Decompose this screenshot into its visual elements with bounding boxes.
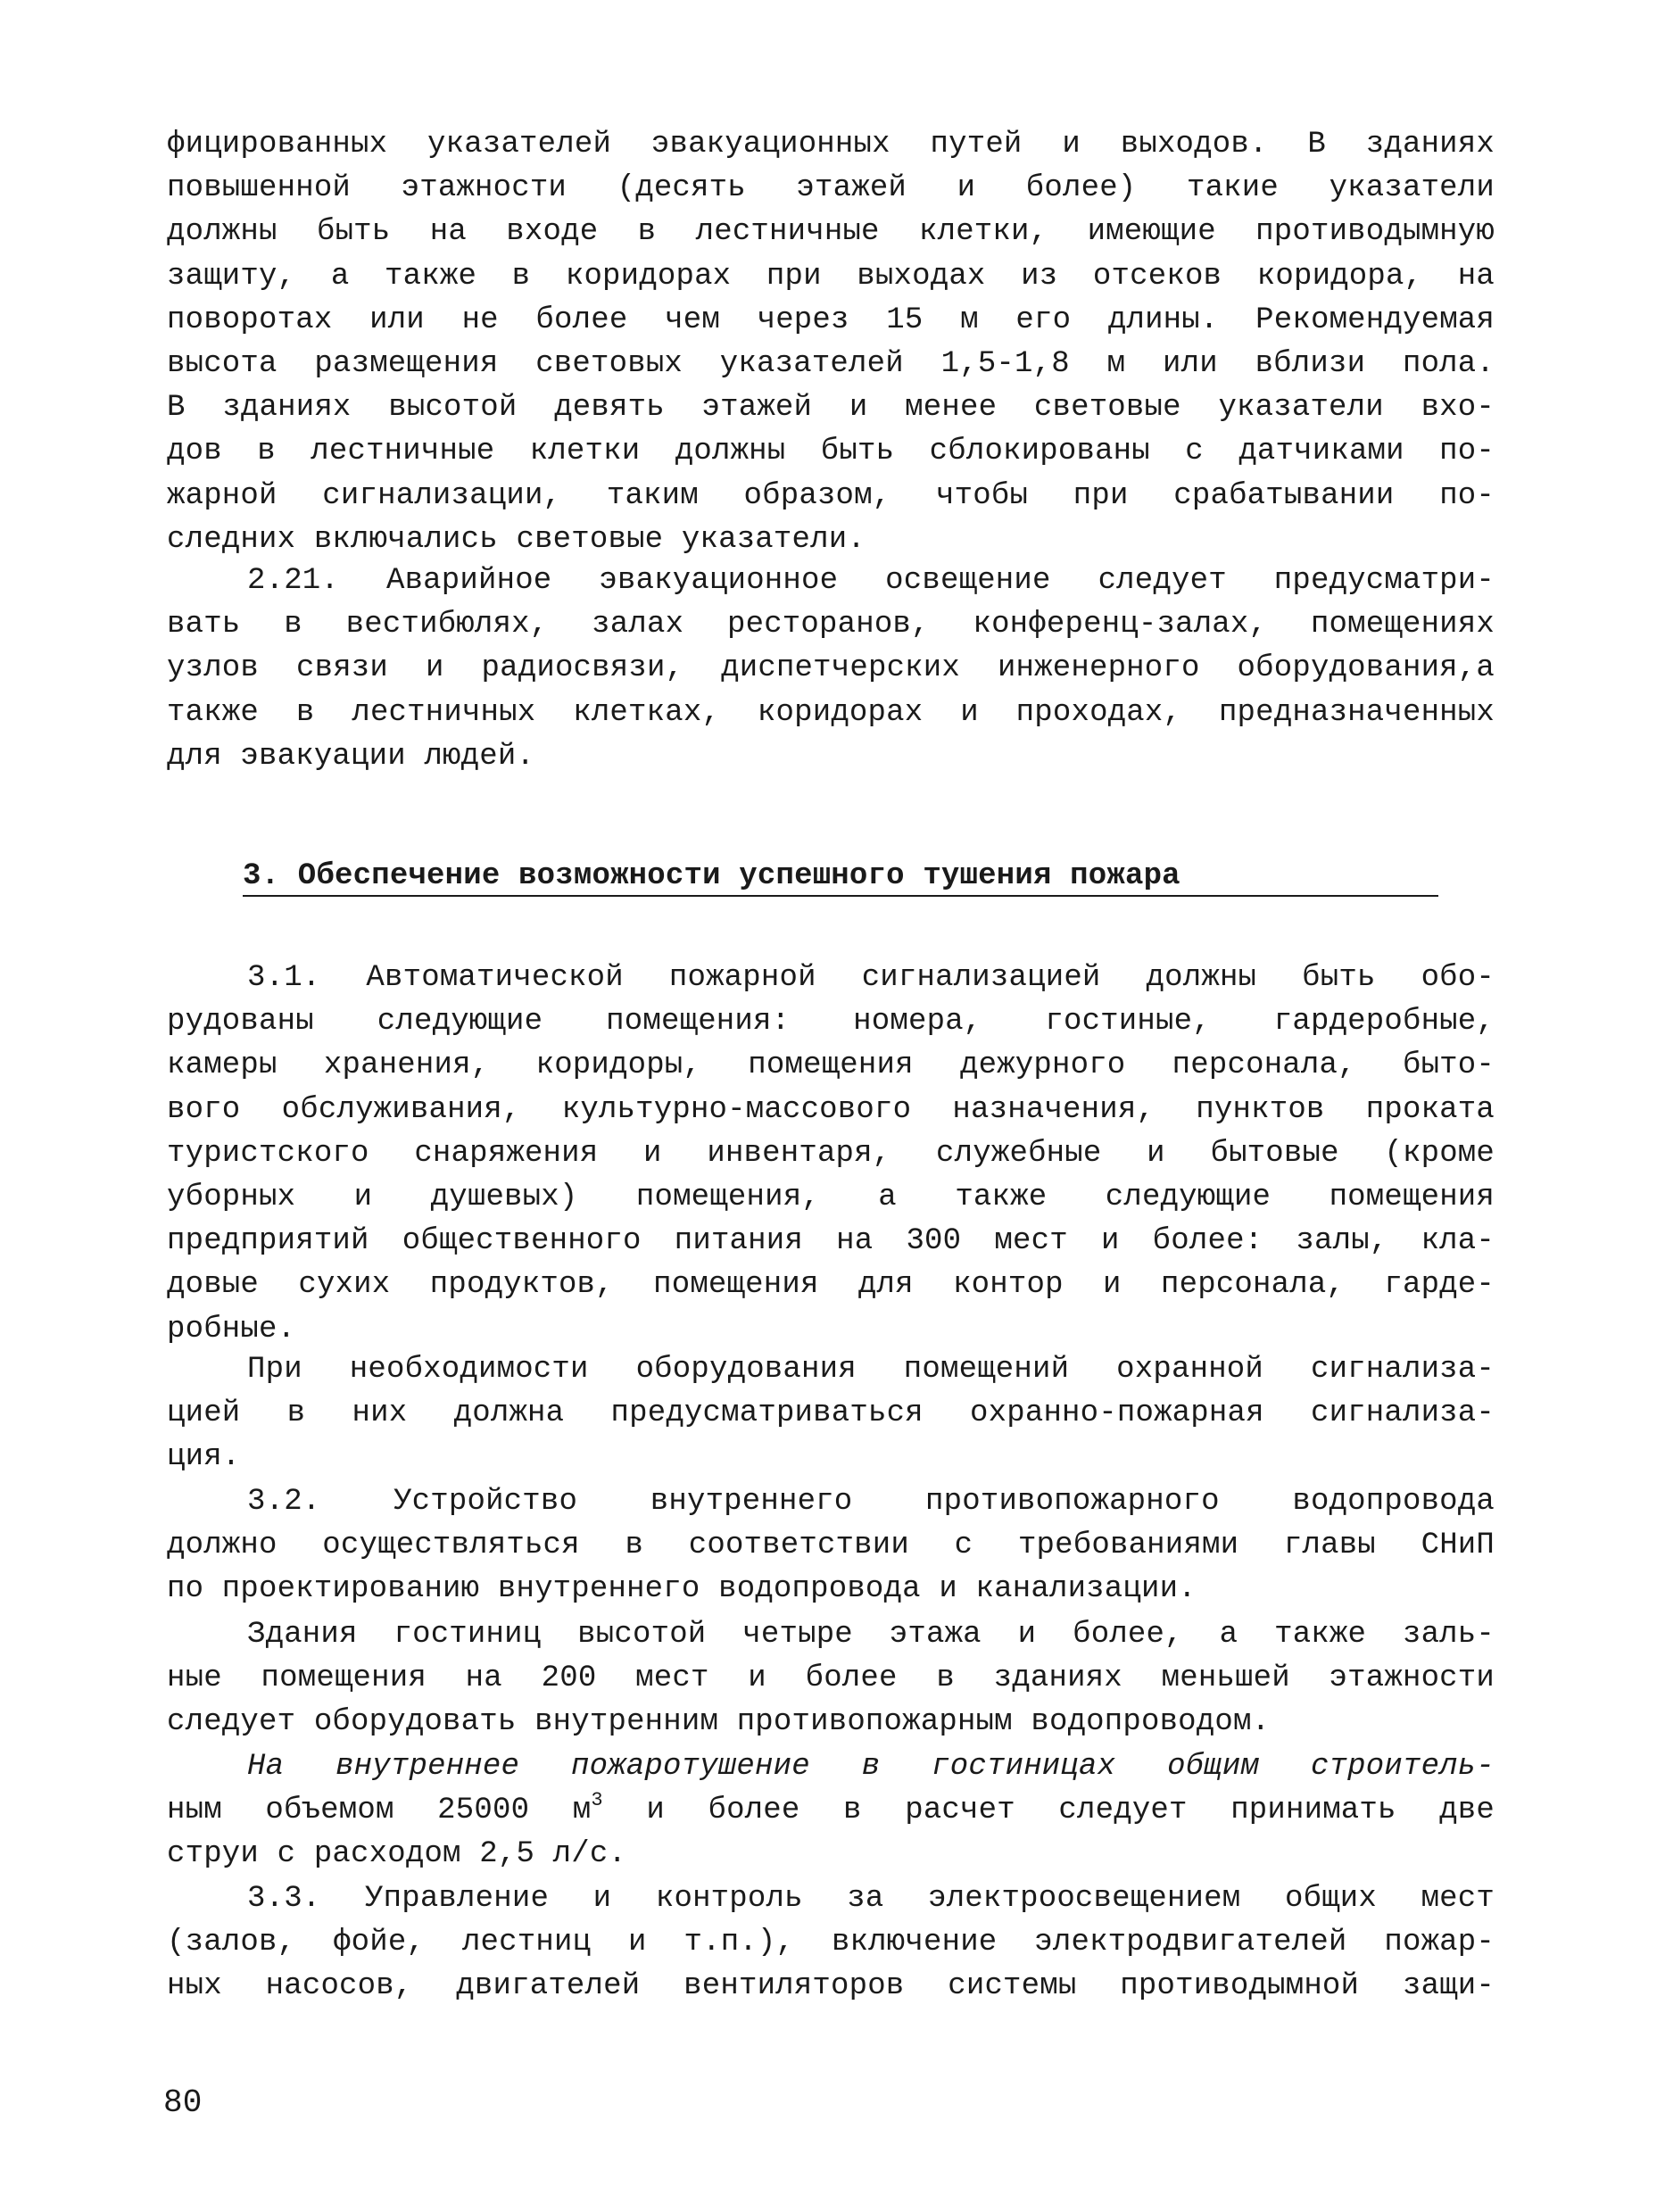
- text-line: повышенной этажности (десять этажей и более) такие указатели: [167, 171, 1495, 206]
- text-line: должны быть на входе в лестничные клетки, имеющие противодымную: [167, 215, 1495, 250]
- text-line: также в лестничных клетках, коридорах и проходах, предназначенных: [167, 695, 1495, 730]
- text-line: рудованы следующие помещения: номера, гостиные, гардеробные,: [167, 1005, 1495, 1040]
- paragraph-hotel-buildings: [167, 1613, 1495, 1745]
- paragraph-3-1-fire-alarm: [167, 957, 1495, 1352]
- text-line: довые сухих продуктов, помещения для контор и персонала, гарде-: [167, 1268, 1495, 1303]
- text-fragment: и более в расчет следует принимать две: [602, 1794, 1495, 1828]
- text-line: 3.1. Автоматической пожарной сигнализацией должны быть обо-: [247, 961, 1495, 995]
- paragraph-evacuation-signs: [167, 123, 1495, 562]
- text-line: (залов, фойе, лестниц и т.п.), включение электродвигателей пожар-: [167, 1926, 1495, 1960]
- text-line: следних включались световые указатели.: [167, 522, 866, 557]
- text-line: поворотах или не более чем через 15 м его длины. Рекомендуемая: [167, 302, 1495, 337]
- paragraph-fire-extinguishing-flow: [167, 1745, 1495, 1877]
- paragraph-3-3-lighting-control: [167, 1877, 1495, 2009]
- section-heading: 3. Обеспечение возможности успешного тушения пожара: [243, 859, 1180, 893]
- paragraph-security-alarm: [167, 1348, 1495, 1480]
- text-line: Здания гостиниц высотой четыре этажа и более, а также заль-: [247, 1618, 1495, 1652]
- text-line: струи с расходом 2,5 л/с.: [167, 1837, 627, 1872]
- text-line-with-superscript: [167, 1789, 1495, 1833]
- text-line: 3.3. Управление и контроль за электроосвещением общих мест: [247, 1882, 1495, 1916]
- text-fragment: ным объемом 25000 м: [167, 1794, 592, 1828]
- text-line: для эвакуации людей.: [167, 739, 535, 774]
- paragraph-3-2-water-supply: [167, 1480, 1495, 1612]
- text-line: камеры хранения, коридоры, помещения дежурного персонала, быто-: [167, 1048, 1495, 1083]
- text-line: предприятий общественного питания на 300 мест и более: залы, кла-: [167, 1224, 1495, 1259]
- text-line: по проектированию внутреннего водопровода и канализации.: [167, 1572, 1197, 1607]
- text-line: В зданиях высотой девять этажей и менее световые указатели вхо-: [167, 391, 1495, 426]
- text-line: уборных и душевых) помещения, а также следующие помещения: [167, 1181, 1495, 1215]
- text-line: туристского снаряжения и инвентаря, служебные и бытовые (кроме: [167, 1136, 1495, 1171]
- text-line: ные помещения на 200 мест и более в зданиях меньшей этажности: [167, 1661, 1495, 1696]
- text-line: При необходимости оборудования помещений охранной сигнализа-: [247, 1353, 1495, 1387]
- text-line: вать в вестибюлях, залах ресторанов, конференц-залах, помещениях: [167, 608, 1495, 642]
- text-line: На внутреннее пожаротушение в гостиницах общим строитель-: [247, 1750, 1495, 1784]
- heading-underline: [243, 895, 1438, 897]
- text-line: фицированных указателей эвакуационных путей и выходов. В зданиях: [167, 128, 1495, 162]
- text-line: защиту, а также в коридорах при выходах из отсеков коридора, на: [167, 259, 1495, 294]
- text-line: 3.2. Устройство внутреннего противопожарного водопровода: [247, 1485, 1495, 1519]
- text-line: ция.: [167, 1440, 241, 1475]
- text-line: следует оборудовать внутренним противопожарным водопроводом.: [167, 1705, 1271, 1740]
- superscript: 3: [591, 1789, 603, 1812]
- text-line: должно осуществляться в соответствии с требованиями главы СНиП: [167, 1529, 1495, 1563]
- text-line: жарной сигнализации, таким образом, чтобы при срабатывании по-: [167, 478, 1495, 513]
- text-line: 2.21. Аварийное эвакуационное освещение следует предусматри-: [247, 564, 1495, 598]
- text-line: цией в них должна предусматриваться охранно-пожарная сигнализа-: [167, 1396, 1495, 1431]
- paragraph-2-21-emergency-lighting: [167, 559, 1495, 779]
- text-line: высота размещения световых указателей 1,5-1,8 м или вблизи пола.: [167, 347, 1495, 382]
- text-line: робные.: [167, 1312, 296, 1346]
- text-line: дов в лестничные клетки должны быть сблокированы с датчиками по-: [167, 435, 1495, 469]
- text-line: узлов связи и радиосвязи, диспетчерских инженерного оборудования,а: [167, 651, 1495, 686]
- text-line: ных насосов, двигателей вентиляторов системы противодымной защи-: [167, 1969, 1495, 2004]
- page-number: 80: [163, 2084, 203, 2121]
- text-line: вого обслуживания, культурно-массового назначения, пунктов проката: [167, 1092, 1495, 1127]
